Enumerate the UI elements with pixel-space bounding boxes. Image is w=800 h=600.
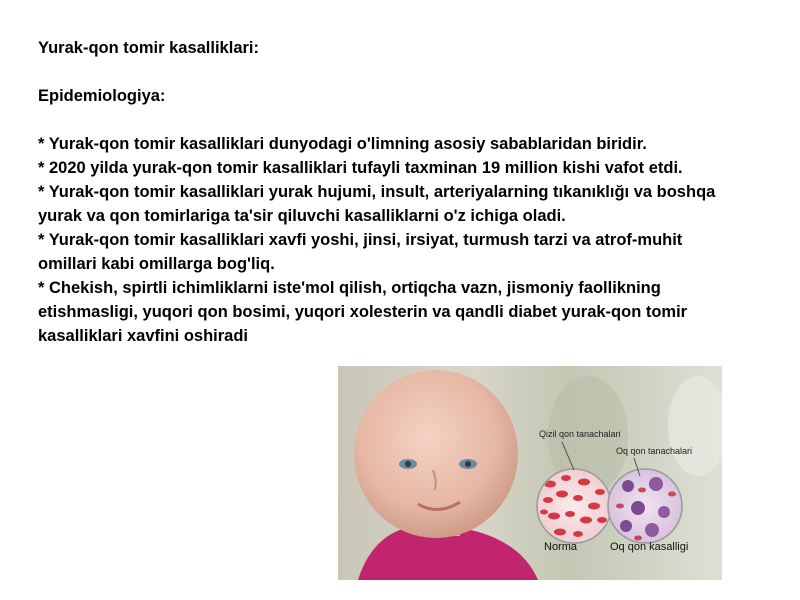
illustration-svg [338,366,722,580]
disease-label: Oq qon kasalligi [610,541,689,553]
red-cells-label: Qizil qon tanachalari [539,429,621,439]
bullet-3: * Yurak-qon tomir kasalliklari yurak hujumi, insult, arteriyalarning tıkanıklığı va boshqa yurak va qon tomirlariga ta'sir qiluvchi kasalliklarni o'z ichiga oladi. [38,183,716,225]
slide-title: Yurak-qon tomir kasalliklari: [38,39,259,57]
normal-blood-sample [537,469,611,543]
bullet-4: * Yurak-qon tomir kasalliklari xavfi yoshi, jinsi, irsiyat, turmush tarzi va atrof-muhit omillari kabi omillarga bog'liq. [38,231,683,273]
bullet-1: * Yurak-qon tomir kasalliklari dunyodagi o'limning asosiy sabablaridan biridir. [38,135,647,153]
white-cells-label: Oq qon tanachalari [616,446,693,456]
normal-label: Norma [544,541,578,553]
bullet-2: * 2020 yilda yurak-qon tomir kasalliklari tufayli taxminan 19 million kishi vafot etdi. [38,159,683,177]
leukemia-blood-sample [608,469,682,543]
leukemia-illustration [338,366,722,580]
slide-subtitle: Epidemiologiya: [38,87,166,105]
slide-text [38,36,718,348]
bullet-5: * Chekish, spirtli ichimliklarni iste'mol qilish, ortiqcha vazn, jismoniy faollikning etishmasligi, yuqori qon bosimi, yuqori xolesterin va qandli diabet yurak-qon tomir kasalliklari xavfini oshiradi [38,279,688,345]
child-figure [354,370,538,580]
